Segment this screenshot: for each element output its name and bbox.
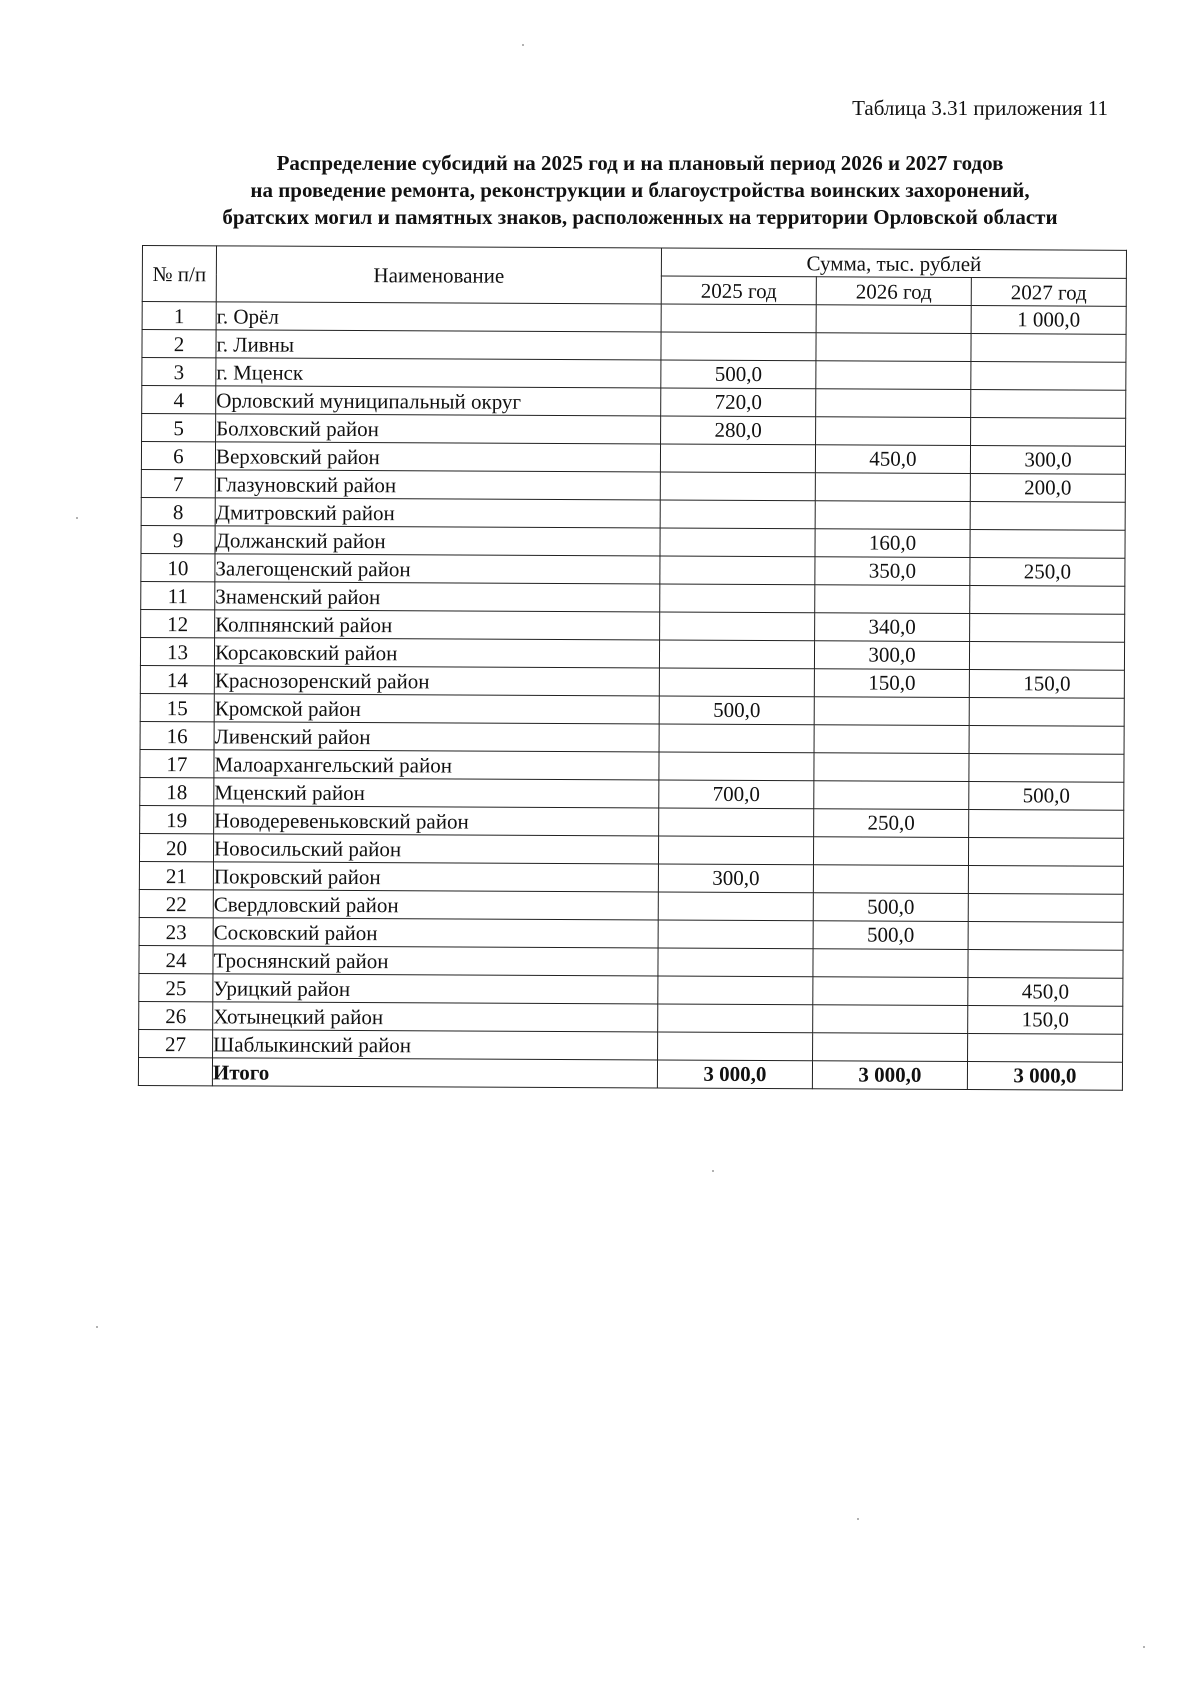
row-value-2025: 300,0 bbox=[658, 864, 813, 893]
table-caption: Таблица 3.31 приложения 11 bbox=[852, 96, 1108, 120]
row-value-2026 bbox=[814, 697, 969, 726]
row-value-2025 bbox=[660, 584, 815, 613]
total-2026: 3 000,0 bbox=[812, 1061, 967, 1090]
row-value-2026 bbox=[814, 725, 969, 754]
row-value-2025 bbox=[660, 444, 815, 473]
row-value-2026 bbox=[815, 473, 970, 502]
row-value-2025 bbox=[660, 528, 815, 557]
document-title bbox=[140, 150, 1140, 231]
row-number: 17 bbox=[140, 749, 214, 777]
row-number: 10 bbox=[141, 553, 215, 581]
scan-speck bbox=[1143, 1646, 1145, 1648]
row-value-2027 bbox=[968, 1034, 1123, 1063]
row-value-2025 bbox=[661, 332, 816, 361]
row-value-2025 bbox=[658, 836, 813, 865]
row-value-2027 bbox=[971, 334, 1126, 363]
row-value-2026: 160,0 bbox=[815, 529, 970, 558]
row-name: Краснозоренский район bbox=[214, 666, 659, 696]
row-number: 3 bbox=[142, 358, 216, 386]
row-value-2027 bbox=[971, 362, 1126, 391]
row-value-2025 bbox=[660, 612, 815, 641]
row-value-2027 bbox=[968, 894, 1123, 923]
row-value-2025 bbox=[658, 1004, 813, 1033]
row-number: 24 bbox=[139, 945, 213, 973]
scan-speck bbox=[76, 517, 78, 519]
row-value-2025 bbox=[661, 304, 816, 333]
row-name: Залегощенский район bbox=[215, 554, 660, 584]
row-value-2027 bbox=[970, 530, 1125, 559]
row-value-2025 bbox=[659, 668, 814, 697]
row-number: 6 bbox=[141, 442, 215, 470]
row-name: Колпнянский район bbox=[215, 610, 660, 640]
row-value-2027 bbox=[971, 390, 1126, 419]
total-number-cell bbox=[138, 1057, 212, 1085]
row-value-2027 bbox=[969, 810, 1124, 839]
row-value-2027 bbox=[969, 754, 1124, 783]
row-number: 27 bbox=[139, 1029, 213, 1057]
row-value-2025 bbox=[659, 640, 814, 669]
column-header-2026: 2026 год bbox=[816, 277, 971, 306]
row-value-2026: 350,0 bbox=[815, 557, 970, 586]
table-body bbox=[139, 302, 1127, 1063]
row-number: 9 bbox=[141, 525, 215, 553]
row-value-2027: 300,0 bbox=[970, 446, 1125, 475]
row-value-2026 bbox=[813, 837, 968, 866]
column-header-number: № п/п bbox=[142, 246, 216, 302]
row-value-2027 bbox=[968, 866, 1123, 895]
subsidy-table bbox=[138, 245, 1127, 1091]
row-name: Орловский муниципальный округ bbox=[216, 386, 661, 416]
row-name: г. Орёл bbox=[216, 302, 661, 332]
scan-speck bbox=[712, 1170, 714, 1172]
row-name: Знаменский район bbox=[215, 582, 660, 612]
row-value-2026: 340,0 bbox=[815, 613, 970, 642]
title-line-3: братских могил и памятных знаков, расположенных на территории Орловской области bbox=[222, 205, 1058, 229]
row-value-2025 bbox=[659, 724, 814, 753]
row-number: 22 bbox=[139, 889, 213, 917]
row-number: 2 bbox=[142, 330, 216, 358]
row-value-2025 bbox=[660, 500, 815, 529]
row-value-2026 bbox=[816, 305, 971, 334]
row-value-2026 bbox=[816, 333, 971, 362]
row-value-2026 bbox=[816, 361, 971, 390]
row-number: 13 bbox=[140, 637, 214, 665]
row-number: 5 bbox=[142, 414, 216, 442]
row-number: 4 bbox=[142, 386, 216, 414]
row-name: Болховский район bbox=[216, 414, 661, 444]
total-2025: 3 000,0 bbox=[657, 1060, 812, 1089]
row-number: 26 bbox=[139, 1001, 213, 1029]
row-name: Новосильский район bbox=[213, 834, 658, 864]
row-value-2026 bbox=[816, 417, 971, 446]
row-name: Троснянский район bbox=[213, 946, 658, 976]
row-value-2026: 250,0 bbox=[814, 809, 969, 838]
row-number: 16 bbox=[140, 721, 214, 749]
row-value-2026 bbox=[813, 1005, 968, 1034]
row-number: 25 bbox=[139, 973, 213, 1001]
total-label: Итого bbox=[212, 1058, 657, 1088]
row-value-2027 bbox=[968, 950, 1123, 979]
row-value-2027 bbox=[969, 642, 1124, 671]
scan-speck bbox=[857, 1518, 859, 1520]
row-value-2027 bbox=[968, 922, 1123, 951]
row-value-2027: 500,0 bbox=[969, 782, 1124, 811]
row-value-2027 bbox=[970, 586, 1125, 615]
table-header bbox=[142, 246, 1126, 307]
row-name: Глазуновский район bbox=[215, 470, 660, 500]
row-name: г. Ливны bbox=[216, 330, 661, 360]
row-name: Верховский район bbox=[215, 442, 660, 472]
row-name: Корсаковский район bbox=[214, 638, 659, 668]
row-name: Дмитровский район bbox=[215, 498, 660, 528]
scan-speck bbox=[96, 1326, 98, 1328]
column-header-2027: 2027 год bbox=[971, 278, 1126, 307]
row-value-2025: 280,0 bbox=[661, 416, 816, 445]
row-value-2027 bbox=[969, 726, 1124, 755]
row-value-2025 bbox=[659, 808, 814, 837]
row-value-2027: 200,0 bbox=[970, 474, 1125, 503]
row-name: Ливенский район bbox=[214, 722, 659, 752]
scan-speck bbox=[522, 44, 524, 46]
total-row bbox=[138, 1057, 1122, 1090]
row-value-2026: 500,0 bbox=[813, 921, 968, 950]
row-value-2027 bbox=[970, 614, 1125, 643]
row-value-2025: 720,0 bbox=[661, 388, 816, 417]
row-name: Покровский район bbox=[213, 862, 658, 892]
row-name: Свердловский район bbox=[213, 890, 658, 920]
row-value-2026 bbox=[816, 389, 971, 418]
row-name: Кромской район bbox=[214, 694, 659, 724]
row-number: 18 bbox=[140, 777, 214, 805]
row-value-2025 bbox=[658, 892, 813, 921]
row-value-2026 bbox=[813, 949, 968, 978]
row-value-2025 bbox=[658, 976, 813, 1005]
row-value-2027: 150,0 bbox=[968, 1006, 1123, 1035]
row-value-2026 bbox=[813, 1033, 968, 1062]
row-name: Должанский район bbox=[215, 526, 660, 556]
column-header-name: Наименование bbox=[216, 246, 661, 304]
row-value-2027: 250,0 bbox=[970, 558, 1125, 587]
row-number: 7 bbox=[141, 469, 215, 497]
row-value-2027: 150,0 bbox=[969, 670, 1124, 699]
row-value-2027: 450,0 bbox=[968, 978, 1123, 1007]
title-line-2: на проведение ремонта, реконструкции и благоустройства воинских захоронений, bbox=[250, 178, 1030, 202]
row-name: Урицкий район bbox=[213, 974, 658, 1004]
row-number: 1 bbox=[142, 302, 216, 330]
row-value-2026: 150,0 bbox=[814, 669, 969, 698]
row-value-2027 bbox=[968, 838, 1123, 867]
row-number: 8 bbox=[141, 497, 215, 525]
row-value-2025 bbox=[660, 556, 815, 585]
row-value-2026: 500,0 bbox=[813, 893, 968, 922]
row-value-2027 bbox=[969, 698, 1124, 727]
row-value-2026 bbox=[815, 501, 970, 530]
row-number: 14 bbox=[140, 665, 214, 693]
row-value-2025: 500,0 bbox=[659, 696, 814, 725]
row-name: г. Мценск bbox=[216, 358, 661, 388]
row-value-2026 bbox=[815, 585, 970, 614]
row-name: Сосковский район bbox=[213, 918, 658, 948]
column-header-2025: 2025 год bbox=[661, 276, 816, 305]
row-value-2027: 1 000,0 bbox=[971, 306, 1126, 335]
row-name: Хотынецкий район bbox=[213, 1002, 658, 1032]
row-number: 20 bbox=[139, 833, 213, 861]
row-value-2025 bbox=[658, 1032, 813, 1061]
row-name: Шаблыкинский район bbox=[213, 1030, 658, 1060]
row-number: 19 bbox=[140, 805, 214, 833]
row-value-2025: 500,0 bbox=[661, 360, 816, 389]
row-number: 15 bbox=[140, 693, 214, 721]
row-value-2026 bbox=[813, 977, 968, 1006]
row-value-2025 bbox=[658, 948, 813, 977]
row-value-2026 bbox=[814, 753, 969, 782]
row-value-2027 bbox=[970, 502, 1125, 531]
row-value-2025 bbox=[660, 472, 815, 501]
table-footer bbox=[138, 1057, 1122, 1090]
row-number: 12 bbox=[141, 609, 215, 637]
row-value-2026: 450,0 bbox=[815, 445, 970, 474]
row-value-2026 bbox=[813, 865, 968, 894]
row-name: Мценский район bbox=[214, 778, 659, 808]
row-value-2026: 300,0 bbox=[814, 641, 969, 670]
row-name: Новодеревеньковский район bbox=[214, 806, 659, 836]
row-name: Малоархангельский район bbox=[214, 750, 659, 780]
row-value-2026 bbox=[814, 781, 969, 810]
row-value-2025 bbox=[658, 920, 813, 949]
row-number: 23 bbox=[139, 917, 213, 945]
title-line-1: Распределение субсидий на 2025 год и на плановый период 2026 и 2027 годов bbox=[276, 151, 1004, 175]
row-number: 21 bbox=[139, 861, 213, 889]
row-value-2027 bbox=[971, 418, 1126, 447]
row-value-2025 bbox=[659, 752, 814, 781]
row-value-2025: 700,0 bbox=[659, 780, 814, 809]
row-number: 11 bbox=[141, 581, 215, 609]
total-2027: 3 000,0 bbox=[967, 1062, 1122, 1091]
column-header-sum: Сумма, тыс. рублей bbox=[661, 248, 1126, 278]
